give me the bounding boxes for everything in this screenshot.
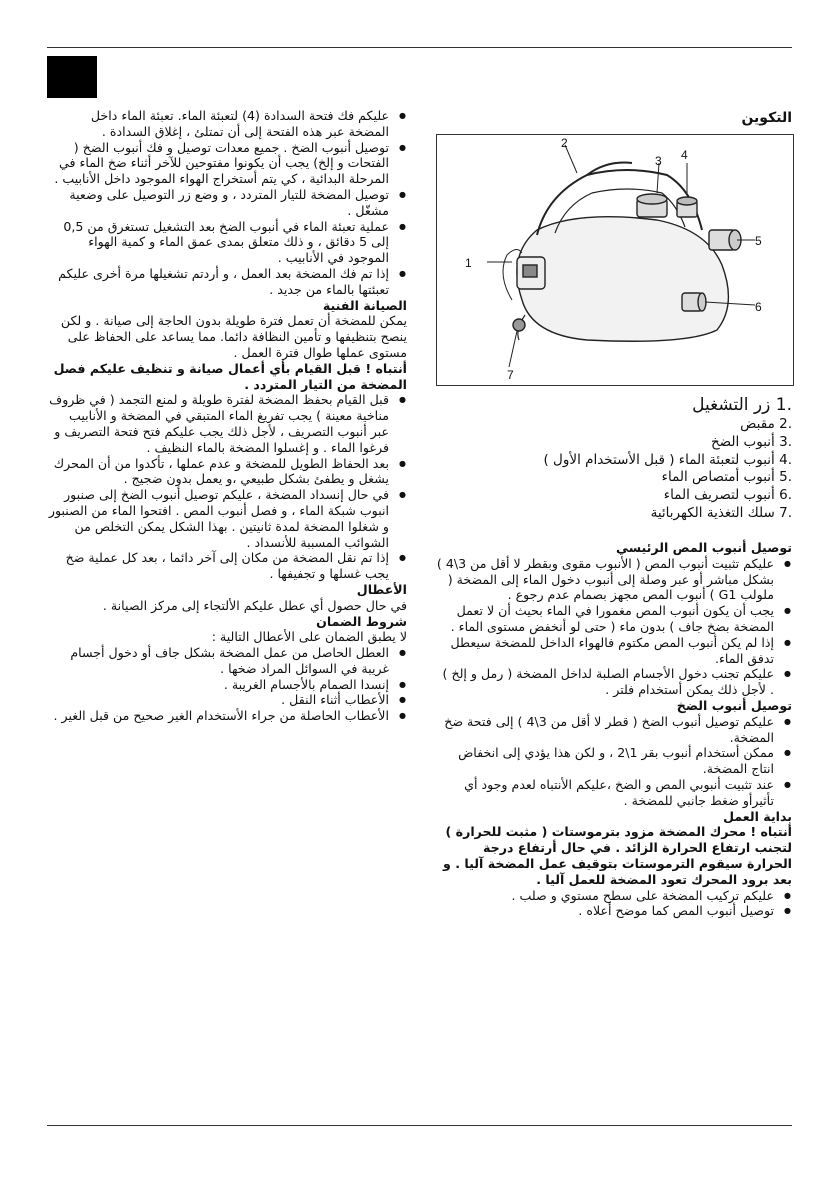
list-item: ● عليكم توصيل أنبوب الضخ ( قطر لا أقل من 3\4 ) إلى فتحة ضخ المضخة. [436,714,774,746]
fill-list [47,108,407,298]
list-item: ● توصيل المضخة للتيار المتردد ، و وضع زر التوصيل على وضعية مشغّل . [47,187,389,219]
part-item: .4 أنبوب لتعبئة الماء ( قبل الأستخدام الأول ) [543,451,792,468]
faults-text: في حال حصول أي عطل عليكم الألتجاء إلى مركز الصيانة . [102,597,407,613]
maintenance-title: الصيانة الفنية [322,297,407,313]
list-item: ● يجب أن يكون أنبوب المص مغمورا في الماء بحيث أن لا تعمل المضخة بضخ جاف ) بدون ماء ( حتى لو أنخفض مستوى الماء . [436,603,774,635]
callout-5: 5 [755,234,762,248]
maintenance-warning: أنتباه ! قبل القيام بأي أعمال صيانة و تنظيف عليكم فصل المضخة من التيار المتردد . [53,360,407,392]
list-item: ● ممكن أستخدام أنبوب بقر 1\2 ، و لكن هذا يؤدي إلى انخفاض انتاج المضخة. [436,745,774,777]
list-item: ● الأعطاب أثناء النقل . [47,692,389,708]
list-item: ● عليكم تثبيت أنبوب المص ( الأنبوب مقوى وبقطر لا أقل من 3\4 ) بشكل مباشر أو عبر وصلة إلى أنبوب دخول الماء إلى المضخة ( ملولب G1 ) أنبوب المص مجهز بصمام عدم رجوع . [436,556,774,603]
maintenance-list [47,392,407,582]
part-item: .6 أنبوب لتصريف الماء [663,487,792,504]
pump-title: توصيل أنبوب الضخ [676,697,792,713]
list-item: ● عليكم تركيب المضخة على سطح مستوي و صلب . [436,888,774,904]
callout-3: 3 [655,154,662,168]
part-item: .3 أنبوب الضخ [710,433,792,450]
callout-6: 6 [755,300,762,314]
bottom-rule [47,1125,792,1126]
start-title: بداية العمل [723,808,792,824]
list-item: ● إذا لم يكن أنبوب المص مكتوم فالهواء الداخل للمضخة سيعطل تدفق الماء. [436,635,774,667]
pump-list [436,714,792,809]
black-language-tab [47,56,97,98]
part-item: .7 سلك التغذية الكهربائية [650,504,792,521]
list-item: ● عليكم تجنب دخول الأجسام الصلبة لداخل المضخة ( رمل و إلخ ) . لأجل ذلك يمكن أستخدام فلتر . [436,666,774,698]
list-item: ● إذا تم نقل المضخة من مكان إلى آخر دائما ، بعد كل عملية ضخ يجب غسلها و تجفيفها . [47,550,389,582]
list-item: ● عليكم فك فتحة السدادة (4) لتعبئة الماء. تعبئة الماء داخل المضخة عبر هذه الفتحة إلى أن تمتلئ ، إغلاق السدادة . [47,108,389,140]
part-item: .5 أنبوب أمتصاص الماء [661,469,792,486]
list-item: ● الأعطاب الحاصلة من جراء الأستخدام الغير صحيح من قبل الغير . [47,708,389,724]
warranty-title: شروط الضمان [316,613,407,629]
list-item: ● إنسدا الصمام بالأجسام الغريبة . [47,677,389,693]
list-item: ● بعد الحفاظ الطويل للمضخة و عدم عملها ، تأكدوا من أن المحرك يشغل و يطفئ بشكل طبيعي ،و يعمل بدون ضجيج . [47,456,389,488]
start-list [436,888,792,920]
section-title: التكوين [741,110,792,126]
list-item: ● العطل الحاصل من عمل المضخة بشكل جاف أو دخول أجسام غريبة في السوائل المراد ضخها . [47,645,389,677]
pump-figure [436,134,794,386]
faults-title: الأعطال [356,581,407,597]
part-item: .1 زر التشغيل [692,395,792,415]
callout-1: 1 [465,256,472,270]
callout-2: 2 [561,136,568,150]
list-item: ● عند تثبيت أنبوبي المص و الضخ ،عليكم الأنتباه لعدم وجود أي تأثيرأو ضغط جانبي للمضخة . [436,777,774,809]
parts-list [436,394,792,523]
list-item: ● عملية تعبئة الماء في أنبوب الضخ بعد التشغيل تستغرق من 0,5 إلى 5 دقائق ، و ذلك متعلق بمدى عمق الماء و كمية الهواء الموجود في الأنابيب . [47,219,389,266]
right-column [436,540,792,919]
suction-title: توصيل أنبوب المص الرئيسي [615,540,792,555]
top-rule [47,47,792,48]
list-item: ● إذا تم فك المضخة بعد العمل ، و أردتم تشغيلها مرة أخرى عليكم تعبئتها بالماء من جديد . [47,266,389,298]
list-item: ● قبل القيام بحفظ المضخة لفترة طويلة و لمنع التجمد ( في ظروف مناخية معينة ) يجب تفريغ الماء المتبقي في المضخة و الأنابيب عبر أنبوب التصريف ، لأجل ذلك يجب عليكم فتح فتحة التصريف و فرغوا الماء . و إغسلوا المضخة بالماء النظيف . [47,392,389,455]
warranty-list [47,645,407,724]
list-item: ● توصيل أنبوب المص كما موضح أعلاه . [436,903,774,919]
left-column [47,108,407,724]
warranty-intro: لا يطبق الضمان على الأعطال التالية : [211,629,407,645]
callout-4: 4 [681,148,688,162]
suction-list [436,556,792,698]
pump-illustration [437,135,793,385]
callout-7: 7 [507,368,514,382]
maintenance-text: يمكن للمضخة أن تعمل فترة طويلة بدون الحاجة إلى صيانة . و لكن ينصح بتنظيفها و تأمين النظافة دائما. مما يساعد على الحفاظ على مستوى عملها طوال فترة العمل . [60,313,407,360]
list-item: ● في حال إنسداد المضخة ، عليكم توصيل أنبوب الضخ إلى صنبور انبوب شبكة الماء ، و فصل أنبوب المص . افتحوا الماء من الصنبور و شغلوا المضخة لمدة ثانيتين . بهذا الشكل يمكن التخلص من الشوائب المسببة للأنسداد . [47,487,389,550]
thermostat-warning: أنتباه ! محرك المضخة مزود بترموستات ( مثبت للحرارة ) لتجنب ارتفاع الحرارة الزائد . في حال أرتفاع درجة الحرارة سيقوم الترموستات بتوقيف عمل المضخة آليا . و بعد برود المحرك تعود المضخة للعمل آليا . [443,824,792,887]
list-item: ● توصيل أنبوب الضخ . جميع معدات توصيل و فك أنبوب الضخ ( الفتحات و إلخ) يجب أن يكونوا مفتوحين للآخر أثناء ضخ الماء في المرحلة البدائية ، كي يتم أستخراج الهواء الموجود داخل الأنابيب . [47,140,389,187]
part-item: .2 مقبض [740,416,792,432]
